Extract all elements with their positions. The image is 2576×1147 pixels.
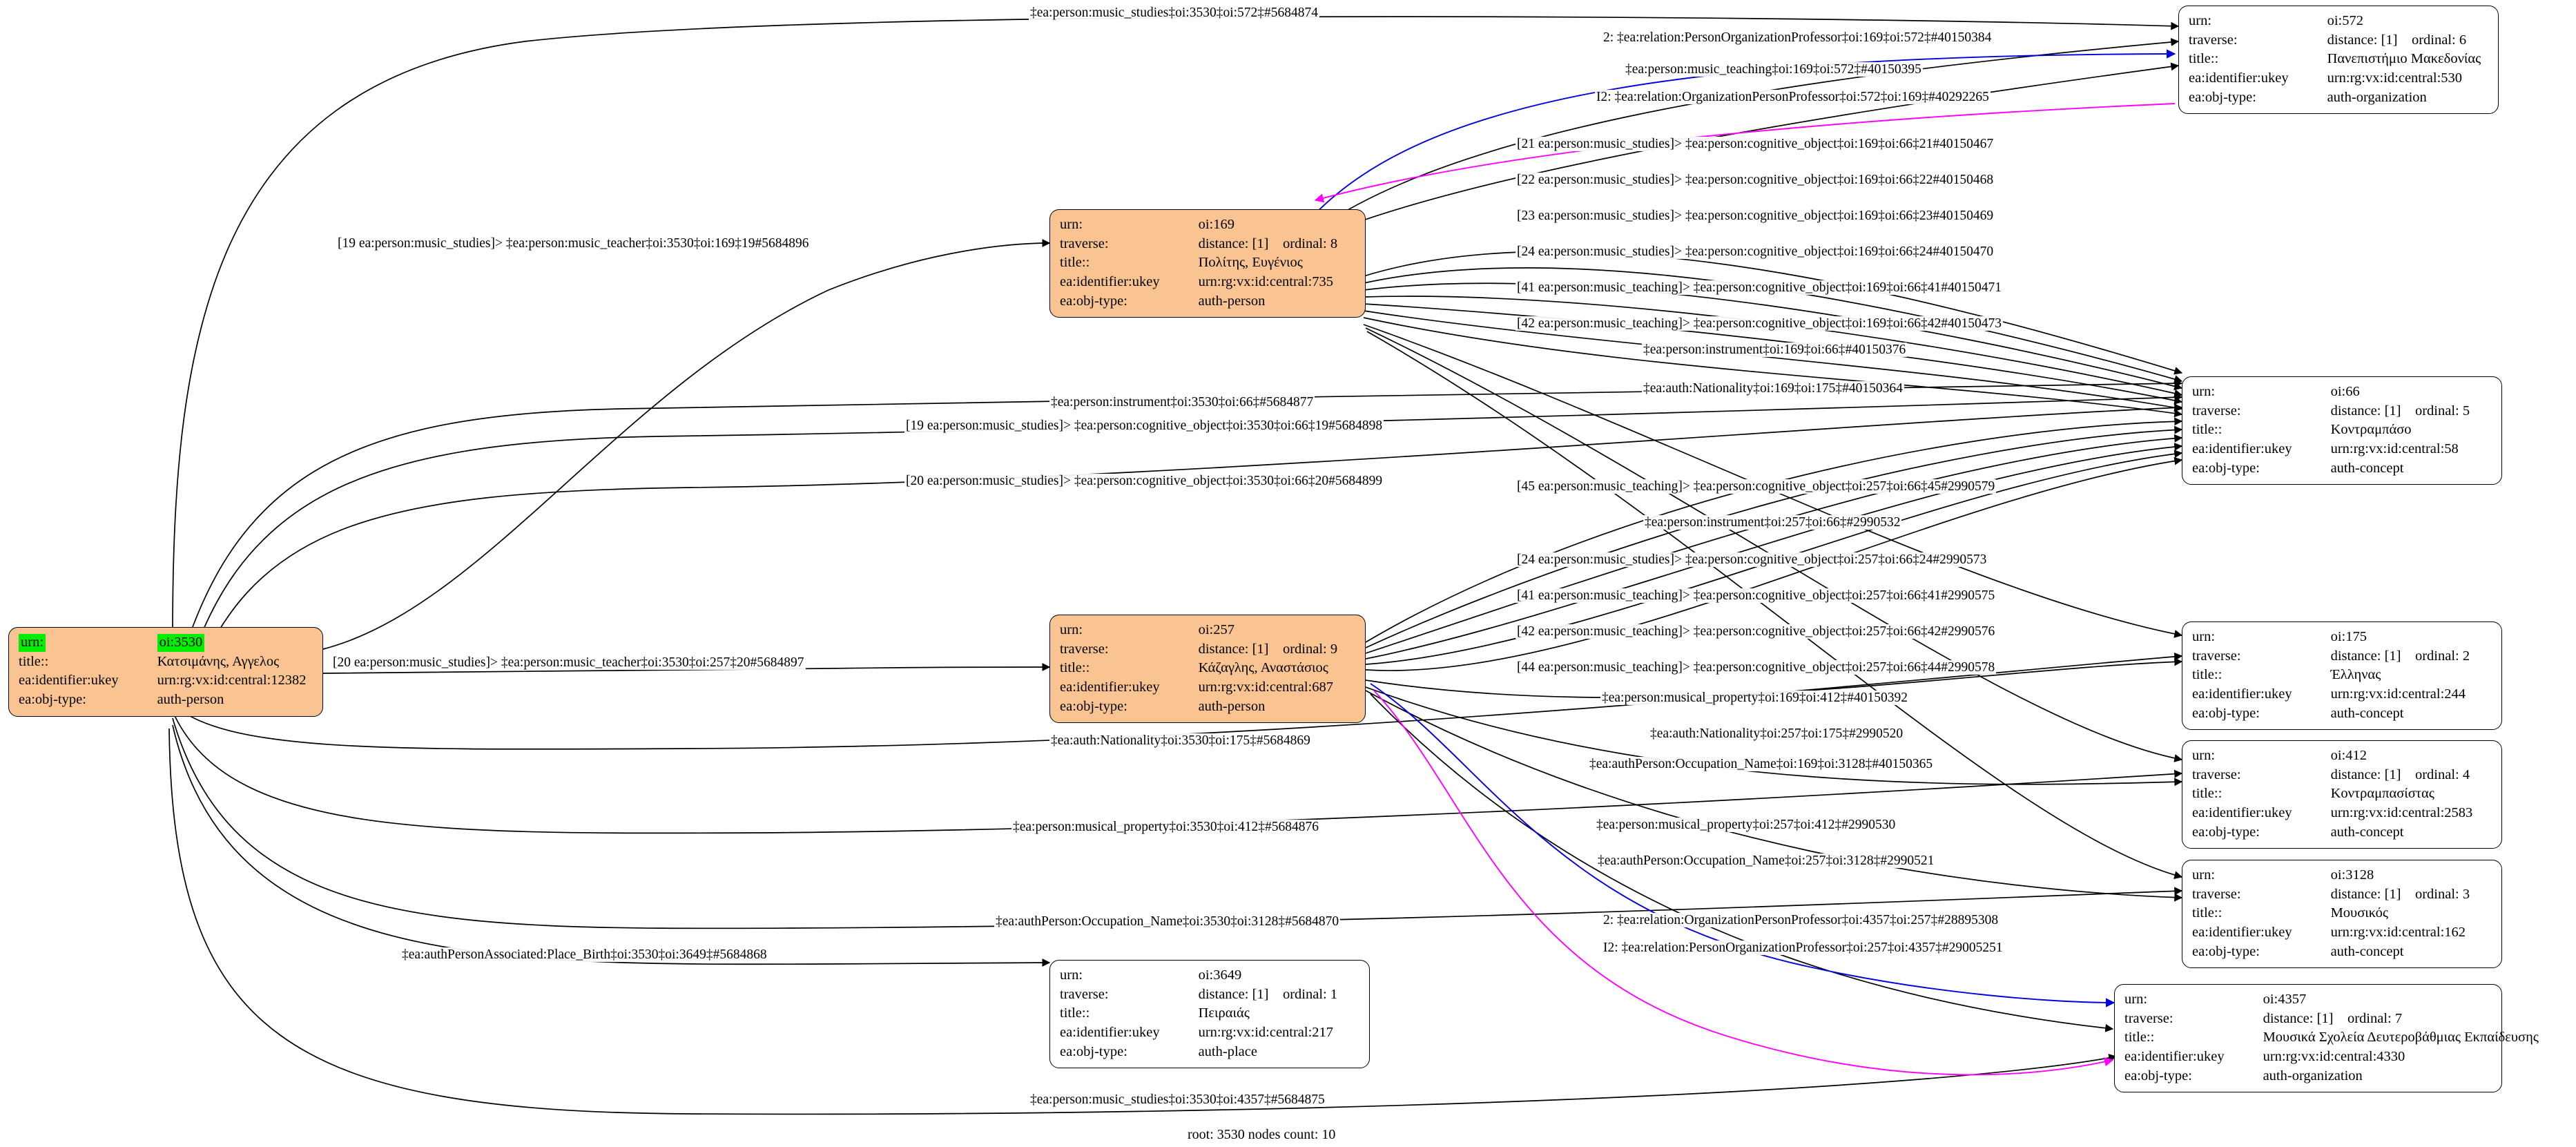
node-175-urn-label: urn: — [2192, 629, 2216, 644]
node-4357[interactable] — [2114, 984, 2539, 1092]
node-175-objtype-label: ea:obj-type: — [2192, 705, 2260, 721]
node-175-urn-value: oi:175 — [2330, 629, 2367, 644]
node-169-identifier-value: urn:rg:vx:id:central:735 — [1198, 273, 1334, 289]
node-257-ordinal: ordinal: 9 — [1282, 641, 1338, 657]
edge-label-e14: ‡ea:person:instrument‡oi:3530‡oi:66‡#5684877 — [1051, 395, 1314, 409]
node-257-identifier-value: urn:rg:vx:id:central:687 — [1198, 679, 1334, 695]
edge-label-e29: ‡ea:person:musical_property‡oi:3530‡oi:412‡#5684876 — [1013, 820, 1319, 834]
node-3649-identifier-value: urn:rg:vx:id:central:217 — [1198, 1024, 1334, 1040]
node-3649-objtype-value: auth-place — [1198, 1043, 1257, 1059]
edge-label-e2: 2: ‡ea:relation:PersonOrganizationProfessor‡oi:169‡oi:572‡#40150384 — [1603, 30, 1992, 45]
edge-label-e35: ‡ea:person:music_studies‡oi:3530‡oi:4357‡#5684875 — [1030, 1092, 1325, 1107]
edge-label-e20: [41 ea:person:music_teaching]> ‡ea:person:cognitive_object‡oi:257‡oi:66‡41#2990575 — [1517, 588, 1995, 603]
node-572[interactable] — [2178, 6, 2499, 114]
node-3649-ordinal: ordinal: 1 — [1282, 986, 1338, 1002]
node-66-objtype-value: auth-concept — [2330, 460, 2404, 476]
node-3649-distance: distance: [1] — [1198, 986, 1269, 1002]
node-169-ordinal: ordinal: 8 — [1282, 235, 1338, 251]
node-412-urn-label: urn: — [2192, 748, 2216, 763]
node-169-urn-label: urn: — [1060, 217, 1083, 232]
node-3128-identifier-label: ea:identifier:ukey — [2192, 924, 2292, 940]
node-3649-title-value: Πειραιάς — [1198, 1005, 1250, 1021]
edge-label-e23: ‡ea:person:musical_property‡oi:169‡oi:412‡#40150392 — [1602, 691, 1908, 705]
node-66-traverse-label: traverse: — [2192, 403, 2241, 418]
node-175-title-label: title:: — [2192, 667, 2222, 683]
node-3128-title-value: Μουσικός — [2330, 905, 2389, 921]
node-572-title-value: Πανεπιστήμιο Μακεδονίας — [2327, 51, 2481, 67]
node-572-identifier-label: ea:identifier:ukey — [2189, 70, 2289, 86]
edge-label-e24: ‡ea:auth:Nationality‡oi:257‡oi:175‡#2990520 — [1650, 726, 1904, 741]
node-4357-traverse-label: traverse: — [2124, 1010, 2173, 1026]
node-66-objtype-label: ea:obj-type: — [2192, 460, 2260, 476]
node-3128-urn-value: oi:3128 — [2330, 867, 2374, 883]
edge-label-e28: ‡ea:person:musical_property‡oi:257‡oi:412‡#2990530 — [1596, 818, 1896, 832]
edge-label-e19: [24 ea:person:music_studies]> ‡ea:person:cognitive_object‡oi:257‡oi:66‡24#2990573 — [1517, 552, 1987, 567]
node-257-urn-label: urn: — [1060, 622, 1083, 637]
node-175-objtype-value: auth-concept — [2330, 705, 2404, 721]
node-257-identifier-label: ea:identifier:ukey — [1060, 679, 1160, 695]
node-257-urn-value: oi:257 — [1198, 622, 1234, 637]
node-175-title-value: Έλληνας — [2330, 667, 2381, 683]
node-175[interactable] — [2182, 621, 2502, 730]
edge-label-e22: [44 ea:person:music_teaching]> ‡ea:person:cognitive_object‡oi:257‡oi:66‡44#2990578 — [1517, 660, 1995, 675]
node-4357-title-label: title:: — [2124, 1030, 2155, 1045]
node-169-objtype-value: auth-person — [1198, 293, 1266, 309]
node-3530-objtype-label: ea:obj-type: — [19, 691, 86, 707]
edge-label-e34: ‡ea:authPersonAssociated:Place_Birth‡oi:3530‡oi:3649‡#5684868 — [402, 947, 767, 962]
node-66[interactable] — [2182, 376, 2502, 485]
node-169[interactable] — [1049, 209, 1366, 318]
node-3649-urn-value: oi:3649 — [1198, 967, 1242, 983]
edge-label-e33: I2: ‡ea:relation:PersonOrganizationProfessor‡oi:257‡oi:4357‡#29005251 — [1603, 941, 2003, 955]
node-572-ordinal: ordinal: 6 — [2411, 32, 2467, 48]
node-3128-distance: distance: [1] — [2330, 886, 2401, 902]
node-572-objtype-label: ea:obj-type: — [2189, 89, 2256, 105]
node-3128-ordinal: ordinal: 3 — [2414, 886, 2470, 902]
node-3530-urn-label: urn: — [19, 634, 46, 652]
edge-label-e8: [24 ea:person:music_studies]> ‡ea:person:cognitive_object‡oi:169‡oi:66‡24#40150470 — [1517, 244, 1994, 259]
node-3649-identifier-label: ea:identifier:ukey — [1060, 1024, 1160, 1040]
node-3128-identifier-value: urn:rg:vx:id:central:162 — [2330, 924, 2466, 940]
node-3128[interactable] — [2182, 860, 2502, 968]
node-4357-objtype-value: auth-organization — [2263, 1068, 2363, 1083]
node-572-urn-value: oi:572 — [2327, 13, 2363, 28]
node-3530-title-label: title:: — [19, 653, 49, 669]
edge-label-e5: [21 ea:person:music_studies]> ‡ea:person:cognitive_object‡oi:169‡oi:66‡21#40150467 — [1517, 137, 1994, 151]
node-412-objtype-label: ea:obj-type: — [2192, 824, 2260, 840]
node-257-objtype-label: ea:obj-type: — [1060, 698, 1127, 714]
edge-label-e13: [19 ea:person:music_studies]> ‡ea:person:music_teacher‡oi:3530‡oi:169‡19#5684896 — [338, 236, 809, 251]
node-4357-identifier-label: ea:identifier:ukey — [2124, 1048, 2225, 1064]
edge-label-e1: ‡ea:person:music_studies‡oi:3530‡oi:572‡#5684874 — [1030, 6, 1319, 20]
node-3649-urn-label: urn: — [1060, 967, 1083, 983]
node-66-urn-label: urn: — [2192, 384, 2216, 399]
node-66-title-value: Κοντραμπάσο — [2330, 422, 2412, 438]
node-3530-objtype-value: auth-person — [157, 691, 224, 707]
edge-label-e17: [45 ea:person:music_teaching]> ‡ea:person:cognitive_object‡oi:257‡oi:66‡45#2990579 — [1517, 479, 1995, 494]
edge-label-e16: [20 ea:person:music_studies]> ‡ea:person:cognitive_object‡oi:3530‡oi:66‡20#5684899 — [906, 474, 1383, 488]
node-257-title-value: Κάζαγλης, Αναστάσιος — [1198, 660, 1328, 676]
edge-label-e26: [20 ea:person:music_studies]> ‡ea:person:music_teacher‡oi:3530‡oi:257‡20#5684897 — [333, 655, 804, 670]
node-572-title-label: title:: — [2189, 51, 2219, 67]
node-4357-distance: distance: [1] — [2263, 1010, 2334, 1026]
node-169-objtype-label: ea:obj-type: — [1060, 293, 1127, 309]
node-3530-identifier-value: urn:rg:vx:id:central:12382 — [157, 673, 307, 688]
node-3128-title-label: title:: — [2192, 905, 2222, 921]
edge-label-e3: ‡ea:person:music_teaching‡oi:169‡oi:572‡#40150395 — [1625, 62, 1921, 77]
node-3128-traverse-label: traverse: — [2192, 886, 2241, 902]
node-175-identifier-label: ea:identifier:ukey — [2192, 686, 2292, 702]
edge-label-e32: 2: ‡ea:relation:OrganizationPersonProfessor‡oi:4357‡oi:257‡#28895308 — [1603, 913, 1999, 927]
edge-label-e15: [19 ea:person:music_studies]> ‡ea:person:cognitive_object‡oi:3530‡oi:66‡19#5684898 — [906, 418, 1383, 433]
node-3649[interactable] — [1049, 960, 1370, 1068]
node-412-distance: distance: [1] — [2330, 767, 2401, 782]
node-66-distance: distance: [1] — [2330, 403, 2401, 418]
node-3530-urn-value: oi:3530 — [157, 634, 205, 652]
node-4357-objtype-label: ea:obj-type: — [2124, 1068, 2192, 1083]
node-3128-urn-label: urn: — [2192, 867, 2216, 883]
edge-label-e9: [41 ea:person:music_teaching]> ‡ea:person:cognitive_object‡oi:169‡oi:66‡41#40150471 — [1517, 280, 2002, 295]
node-3649-traverse-label: traverse: — [1060, 986, 1109, 1002]
node-66-title-label: title:: — [2192, 422, 2222, 438]
edge-label-e4: I2: ‡ea:relation:OrganizationPersonProfessor‡oi:572‡oi:169‡#40292265 — [1596, 90, 1989, 104]
node-175-distance: distance: [1] — [2330, 648, 2401, 664]
node-66-urn-value: oi:66 — [2330, 384, 2360, 399]
node-3128-objtype-value: auth-concept — [2330, 943, 2404, 959]
edge-label-e27: ‡ea:auth:Nationality‡oi:3530‡oi:175‡#5684869 — [1051, 733, 1310, 748]
node-257-distance: distance: [1] — [1198, 641, 1269, 657]
node-169-traverse-label: traverse: — [1060, 235, 1109, 251]
node-412-identifier-value: urn:rg:vx:id:central:2583 — [2330, 804, 2473, 820]
node-4357-urn-label: urn: — [2124, 992, 2148, 1007]
graph-footer: root: 3530 nodes count: 10 — [1188, 1127, 1336, 1142]
node-412-ordinal: ordinal: 4 — [2414, 767, 2470, 782]
edge-label-e18: ‡ea:person:instrument‡oi:257‡oi:66‡#2990532 — [1645, 515, 1901, 530]
node-3530[interactable] — [8, 627, 323, 717]
node-412[interactable] — [2182, 740, 2502, 849]
node-3128-objtype-label: ea:obj-type: — [2192, 943, 2260, 959]
node-412-traverse-label: traverse: — [2192, 767, 2241, 782]
node-169-distance: distance: [1] — [1198, 235, 1269, 251]
edge-label-e10: [42 ea:person:music_teaching]> ‡ea:person:cognitive_object‡oi:169‡oi:66‡42#40150473 — [1517, 316, 2002, 331]
node-412-urn-value: oi:412 — [2330, 748, 2367, 763]
node-572-urn-label: urn: — [2189, 13, 2212, 28]
node-4357-identifier-value: urn:rg:vx:id:central:4330 — [2263, 1048, 2405, 1064]
node-4357-ordinal: ordinal: 7 — [2347, 1010, 2403, 1026]
node-257-title-label: title:: — [1060, 660, 1090, 676]
node-572-traverse-label: traverse: — [2189, 32, 2238, 48]
edge-label-e21: [42 ea:person:music_teaching]> ‡ea:person:cognitive_object‡oi:257‡oi:66‡42#2990576 — [1517, 624, 1995, 639]
node-175-identifier-value: urn:rg:vx:id:central:244 — [2330, 686, 2466, 702]
node-412-objtype-value: auth-concept — [2330, 824, 2404, 840]
node-572-distance: distance: [1] — [2327, 32, 2398, 48]
edge-label-e31: ‡ea:authPerson:Occupation_Name‡oi:3530‡oi:3128‡#5684870 — [996, 914, 1339, 929]
node-175-ordinal: ordinal: 2 — [2414, 648, 2470, 664]
node-169-identifier-label: ea:identifier:ukey — [1060, 273, 1160, 289]
node-3530-identifier-label: ea:identifier:ukey — [19, 673, 119, 688]
node-412-title-value: Κοντραμπασίστας — [2330, 786, 2434, 802]
node-66-ordinal: ordinal: 5 — [2414, 403, 2470, 418]
node-257-objtype-value: auth-person — [1198, 698, 1266, 714]
edge-label-e30: ‡ea:authPerson:Occupation_Name‡oi:257‡oi:3128‡#2990521 — [1598, 854, 1935, 868]
node-3649-objtype-label: ea:obj-type: — [1060, 1043, 1127, 1059]
node-169-urn-value: oi:169 — [1198, 217, 1234, 232]
node-4357-title-value: Μουσικά Σχολεία Δευτεροβάθμιας Εκπαίδευσης — [2263, 1030, 2539, 1045]
node-3530-title-value: Κατσιμάνης, Αγγελος — [157, 653, 280, 669]
node-412-identifier-label: ea:identifier:ukey — [2192, 804, 2292, 820]
node-257[interactable] — [1049, 615, 1366, 723]
edge-label-e12: ‡ea:auth:Nationality‡oi:169‡oi:175‡#40150364 — [1643, 381, 1903, 396]
node-572-identifier-value: urn:rg:vx:id:central:530 — [2327, 70, 2463, 86]
edge-label-e25: ‡ea:authPerson:Occupation_Name‡oi:169‡oi:3128‡#40150365 — [1589, 757, 1933, 771]
node-4357-urn-value: oi:4357 — [2263, 992, 2307, 1007]
node-175-traverse-label: traverse: — [2192, 648, 2241, 664]
node-66-identifier-value: urn:rg:vx:id:central:58 — [2330, 441, 2459, 456]
node-572-objtype-value: auth-organization — [2327, 89, 2427, 105]
edge-label-e6: [22 ea:person:music_studies]> ‡ea:person:cognitive_object‡oi:169‡oi:66‡22#40150468 — [1517, 173, 1994, 187]
node-3649-title-label: title:: — [1060, 1005, 1090, 1021]
node-66-identifier-label: ea:identifier:ukey — [2192, 441, 2292, 456]
edge-label-e7: [23 ea:person:music_studies]> ‡ea:person:cognitive_object‡oi:169‡oi:66‡23#40150469 — [1517, 209, 1994, 223]
node-169-title-value: Πολίτης, Ευγένιος — [1198, 255, 1303, 271]
node-257-traverse-label: traverse: — [1060, 641, 1109, 657]
node-169-title-label: title:: — [1060, 255, 1090, 271]
node-412-title-label: title:: — [2192, 786, 2222, 802]
edge-label-e11: ‡ea:person:instrument‡oi:169‡oi:66‡#40150376 — [1643, 343, 1906, 357]
